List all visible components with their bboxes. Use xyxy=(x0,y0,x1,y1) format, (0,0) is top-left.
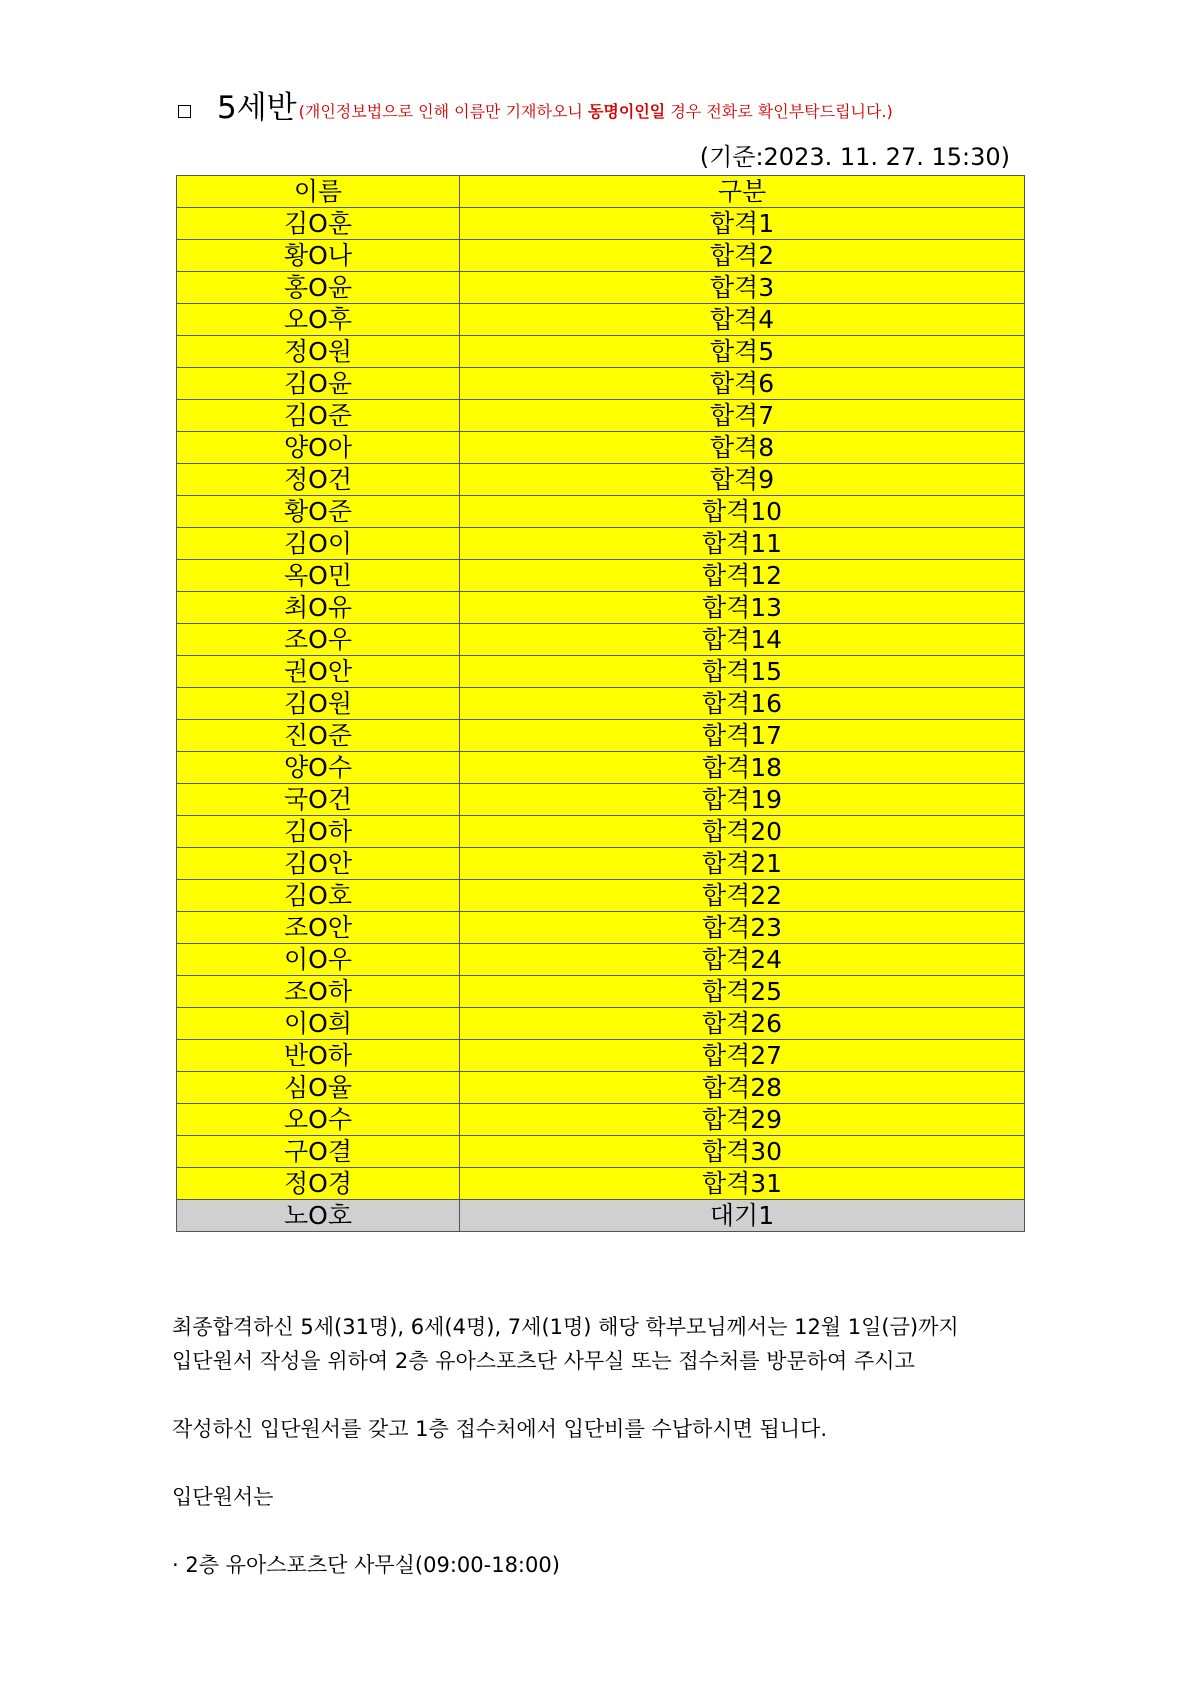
row-name: 김O윤 xyxy=(177,368,460,400)
privacy-notice xyxy=(299,98,893,126)
row-status: 합격15 xyxy=(460,656,1025,688)
row-name: 양O아 xyxy=(177,432,460,464)
body-line-1: 최종합격하신 5세(31명), 6세(4명), 7세(1명) 해당 학부모님께서는 12월 1일(금)까지 xyxy=(172,1315,959,1339)
row-status: 합격19 xyxy=(460,784,1025,816)
row-status: 합격9 xyxy=(460,464,1025,496)
row-status: 합격26 xyxy=(460,1008,1025,1040)
row-status: 합격23 xyxy=(460,912,1025,944)
table-row xyxy=(177,816,1025,848)
row-name: 조O안 xyxy=(177,912,460,944)
row-status: 합격27 xyxy=(460,1040,1025,1072)
row-status: 합격17 xyxy=(460,720,1025,752)
table-row xyxy=(177,624,1025,656)
table-row xyxy=(177,240,1025,272)
row-status: 합격30 xyxy=(460,1136,1025,1168)
table-row xyxy=(177,1168,1025,1200)
row-name: 심O율 xyxy=(177,1072,460,1104)
row-status: 합격22 xyxy=(460,880,1025,912)
table-row xyxy=(177,656,1025,688)
table-header-row xyxy=(177,176,1025,208)
row-name: 이O우 xyxy=(177,944,460,976)
row-status: 대기1 xyxy=(460,1200,1025,1232)
row-status: 합격16 xyxy=(460,688,1025,720)
table-row xyxy=(177,496,1025,528)
row-status: 합격28 xyxy=(460,1072,1025,1104)
row-name: 국O건 xyxy=(177,784,460,816)
row-status: 합격21 xyxy=(460,848,1025,880)
table-row xyxy=(177,464,1025,496)
row-status: 합격2 xyxy=(460,240,1025,272)
header-name: 이름 xyxy=(177,176,460,208)
row-name: 김O준 xyxy=(177,400,460,432)
table-row xyxy=(177,560,1025,592)
row-name: 양O수 xyxy=(177,752,460,784)
row-name: 김O원 xyxy=(177,688,460,720)
table-body xyxy=(177,208,1025,1232)
table-row xyxy=(177,688,1025,720)
row-status: 합격1 xyxy=(460,208,1025,240)
page-heading xyxy=(178,78,893,128)
row-status: 합격3 xyxy=(460,272,1025,304)
row-name: 진O준 xyxy=(177,720,460,752)
body-line-5: · 2층 유아스포츠단 사무실(09:00-18:00) xyxy=(172,1553,560,1577)
table-row xyxy=(177,848,1025,880)
table-row xyxy=(177,880,1025,912)
body-line-4: 입단원서는 xyxy=(172,1485,274,1509)
row-name: 황O준 xyxy=(177,496,460,528)
square-bullet-icon xyxy=(178,105,191,118)
row-status: 합격12 xyxy=(460,560,1025,592)
header-status: 구분 xyxy=(460,176,1025,208)
row-status: 합격6 xyxy=(460,368,1025,400)
row-status: 합격14 xyxy=(460,624,1025,656)
row-name: 김O이 xyxy=(177,528,460,560)
row-name: 황O나 xyxy=(177,240,460,272)
notice-text-bold: 동명이인일 xyxy=(587,102,666,121)
table-row xyxy=(177,784,1025,816)
row-status: 합격11 xyxy=(460,528,1025,560)
table-row xyxy=(177,368,1025,400)
row-name: 정O원 xyxy=(177,336,460,368)
table-row xyxy=(177,336,1025,368)
row-status: 합격8 xyxy=(460,432,1025,464)
notice-text-start: (개인정보법으로 인해 이름만 기재하오니 xyxy=(298,102,588,121)
table-row xyxy=(177,592,1025,624)
row-status: 합격18 xyxy=(460,752,1025,784)
body-line-2: 입단원서 작성을 위하여 2층 유아스포츠단 사무실 또는 접수처를 방문하여 주시고 xyxy=(172,1349,915,1373)
table-row xyxy=(177,304,1025,336)
row-status: 합격5 xyxy=(460,336,1025,368)
row-status: 합격10 xyxy=(460,496,1025,528)
table-row xyxy=(177,1072,1025,1104)
row-name: 정O건 xyxy=(177,464,460,496)
table-row xyxy=(177,944,1025,976)
row-name: 구O결 xyxy=(177,1136,460,1168)
row-name: 오O후 xyxy=(177,304,460,336)
row-name: 김O훈 xyxy=(177,208,460,240)
row-name: 노O호 xyxy=(177,1200,460,1232)
row-status: 합격7 xyxy=(460,400,1025,432)
row-status: 합격4 xyxy=(460,304,1025,336)
row-name: 조O하 xyxy=(177,976,460,1008)
body-line-3: 작성하신 입단원서를 갖고 1층 접수처에서 입단비를 수납하시면 됩니다. xyxy=(172,1417,828,1441)
row-status: 합격25 xyxy=(460,976,1025,1008)
row-name: 김O호 xyxy=(177,880,460,912)
row-name: 오O수 xyxy=(177,1104,460,1136)
row-name: 이O희 xyxy=(177,1008,460,1040)
row-name: 정O경 xyxy=(177,1168,460,1200)
row-name: 홍O윤 xyxy=(177,272,460,304)
row-name: 김O하 xyxy=(177,816,460,848)
table-row xyxy=(177,208,1025,240)
table-row xyxy=(177,976,1025,1008)
row-status: 합격20 xyxy=(460,816,1025,848)
notice-text-end: 경우 전화로 확인부탁드립니다.) xyxy=(665,102,893,121)
class-title: 5세반 xyxy=(217,90,297,126)
row-status: 합격29 xyxy=(460,1104,1025,1136)
basis-timestamp: (기준:2023. 11. 27. 15:30) xyxy=(699,143,1010,171)
table-row xyxy=(177,432,1025,464)
row-status: 합격24 xyxy=(460,944,1025,976)
table-row xyxy=(177,528,1025,560)
row-name: 반O하 xyxy=(177,1040,460,1072)
row-name: 최O유 xyxy=(177,592,460,624)
table-row xyxy=(177,912,1025,944)
row-status: 합격13 xyxy=(460,592,1025,624)
table-row xyxy=(177,1104,1025,1136)
row-name: 권O안 xyxy=(177,656,460,688)
table-row xyxy=(177,400,1025,432)
table-row xyxy=(177,1040,1025,1072)
table-row xyxy=(177,272,1025,304)
table-row xyxy=(177,1200,1025,1232)
table-row xyxy=(177,1136,1025,1168)
admission-table xyxy=(176,175,1025,1232)
row-name: 옥O민 xyxy=(177,560,460,592)
table-row xyxy=(177,1008,1025,1040)
table-row xyxy=(177,720,1025,752)
table-row xyxy=(177,752,1025,784)
row-name: 김O안 xyxy=(177,848,460,880)
row-name: 조O우 xyxy=(177,624,460,656)
row-status: 합격31 xyxy=(460,1168,1025,1200)
